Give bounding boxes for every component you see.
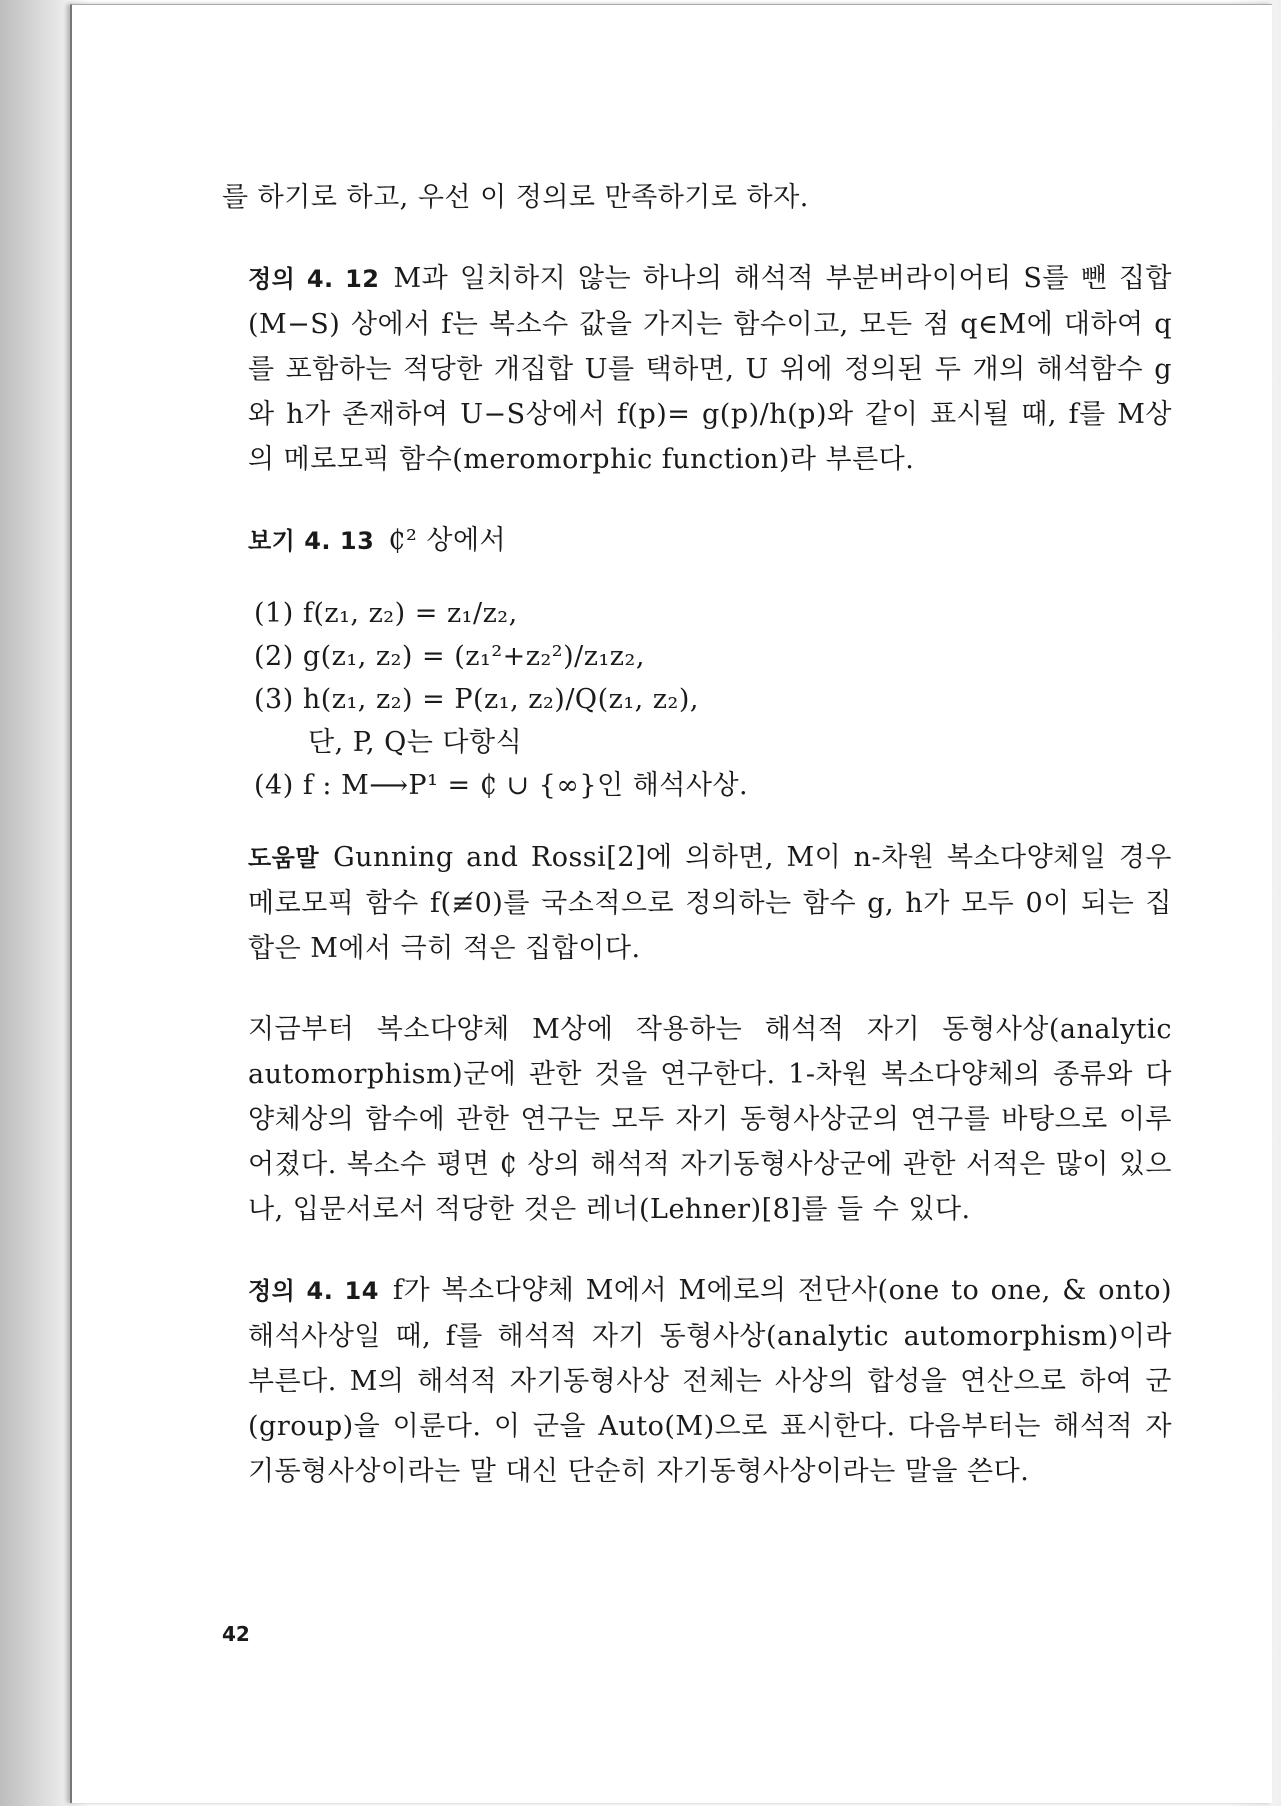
page-content (222, 175, 1172, 1494)
page-number: 42 (222, 1622, 250, 1646)
definition-heading: 정의 4. 12 (248, 265, 380, 293)
example-intro: ₵² 상에서 (388, 525, 507, 556)
list-item: 단, P, Q는 다항식 (308, 727, 523, 758)
example-heading: 보기 4. 13 (248, 527, 375, 555)
list-item: (2) g(z₁, z₂) = (z₁²+z₂²)/z₁z₂, (254, 641, 645, 672)
paragraph: 지금부터 복소다양체 M상에 작용하는 해석적 자기 동형사상(analytic automorphism)군에 관한 것을 연구한다. 1-차원 복소다양체의 종류와 다양체상의 함수에 관한 연구는 모두 자기 동형사상군의 연구를 바탕으로 이루어졌다. 복소수 평면 ₵ 상의 해석적 자기동형사상군에 관한 서적은 많이 있으나, 입문서로서 적당한 것은 레너(Lehner)[8]를 들 수 있다. (248, 1014, 1172, 1225)
remark-text: Gunning and Rossi[2]에 의하면, M이 n-차원 복소다양체일 경우 메로모픽 함수 f(≢0)를 국소적으로 정의하는 함수 g, h가 모두 0이 되는 집합은 M에서 극히 적은 집합이다. (248, 842, 1172, 964)
list-item: (3) h(z₁, z₂) = P(z₁, z₂)/Q(z₁, z₂), (254, 684, 699, 715)
book-page (70, 4, 1272, 1803)
remark-heading: 도움말 (248, 844, 320, 872)
definition-text: f가 복소다양체 M에서 M에로의 전단사(one to one, & onto) 해석사상일 때, f를 해석적 자기 동형사상(analytic automorphism)이라 부른다. M의 해석적 자기동형사상 전체는 사상의 합성을 연산으로 하여 군(group)을 이룬다. 이 군을 Auto(M)으로 표시한다. 다음부터는 해석적 자기동형사상이라는 말 대신 단순히 자기동형사상이라는 말을 쓴다. (248, 1275, 1172, 1487)
definition-4-12 (222, 256, 1172, 482)
example-4-13 (222, 518, 1172, 564)
definition-text: M과 일치하지 않는 하나의 해석적 부분버라이어티 S를 뺀 집합 (M−S) 상에서 f는 복소수 값을 가지는 함수이고, 모든 점 q∈M에 대하여 q를 포함하는 적당한 개집합 U를 택하면, U 위에 정의된 두 개의 해석함수 g와 h가 존재하여 U−S상에서 f(p)= g(p)/h(p)와 같이 표시될 때, f를 M상의 메로모픽 함수(meromorphic function)라 부른다. (248, 263, 1172, 475)
example-list (222, 592, 1172, 807)
definition-4-14 (222, 1268, 1172, 1494)
definition-heading: 정의 4. 14 (248, 1277, 379, 1305)
remark (222, 835, 1172, 971)
list-item: (1) f(z₁, z₂) = z₁/z₂, (254, 598, 518, 629)
list-item: (4) f : M⟶P¹ = ₵ ∪ {∞}인 해석사상. (254, 770, 749, 801)
text-line: 를 하기로 하고, 우선 이 정의로 만족하기로 하자. (222, 182, 809, 213)
